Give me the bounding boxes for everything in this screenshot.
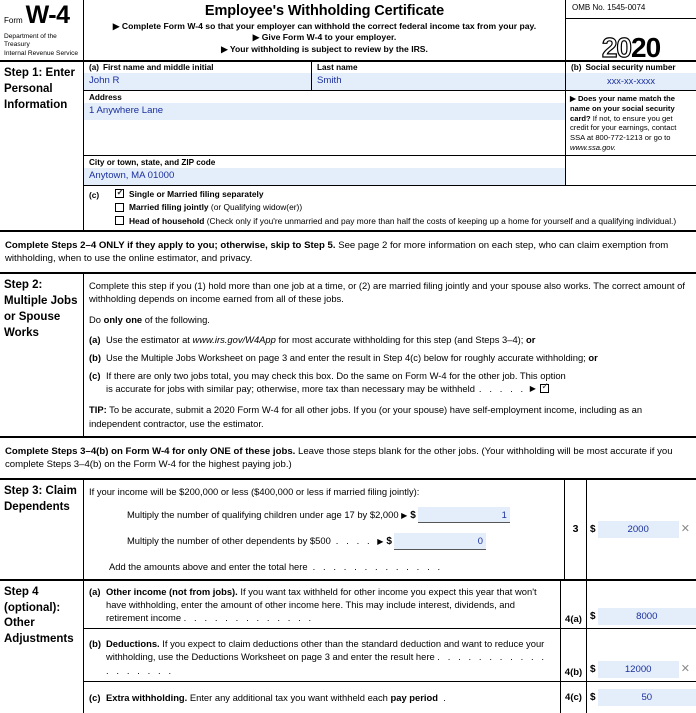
dollar-sign-children: $ [410, 510, 416, 522]
step-3-total-row [89, 560, 564, 573]
step-4c-bold-1: Extra withholding. [106, 691, 188, 703]
clear-icon-line-4b[interactable]: ✕ [680, 662, 690, 675]
department-line-2: Internal Revenue Service [4, 49, 79, 57]
dollar-sign-other: $ [386, 536, 392, 548]
form-identity-block [0, 0, 84, 60]
dollar-sign-line-3: $ [590, 523, 596, 535]
ssn-field[interactable] [566, 62, 696, 91]
step-4c-text: Enter any additional tax you want withheld each [187, 691, 391, 703]
first-name-value[interactable]: John R [84, 73, 311, 90]
step-3-label: Step 3: Claim Dependents [0, 480, 84, 579]
step-2-tip [89, 403, 690, 429]
step-1-label: Step 1: Enter Personal Information [0, 62, 84, 230]
option-a-or: or [526, 333, 536, 345]
ssn-note-rest: If not, to ensure you get credit for your earnings, contact SSA at 800-772-1213 or go to [570, 113, 677, 143]
dollar-sign-4a: $ [590, 611, 596, 623]
option-b-letter: (b) [89, 351, 101, 363]
step-4b-leader-dots: . . . . . . . . . . . . . . . . . . [106, 651, 547, 676]
step-4a-letter: (a) [89, 585, 101, 597]
line-4a-input[interactable]: 8000 [598, 608, 696, 625]
step-4b-row[interactable] [84, 628, 696, 680]
step-4-section [0, 581, 696, 713]
step-4a-amount-cell[interactable] [586, 581, 696, 628]
step-1-section [0, 62, 696, 232]
step-3-section [0, 480, 696, 581]
option-a-post: for most accurate withholding for this step (and Steps 3–4); [275, 333, 526, 345]
line-4c-input[interactable]: 50 [598, 689, 696, 706]
first-name-field[interactable] [84, 62, 312, 91]
checkbox-icon-single[interactable] [115, 189, 124, 198]
step-4-label: Step 4 (optional): Other Adjustments [0, 581, 84, 713]
option-c-letter: (c) [89, 370, 101, 382]
filing-option-detail-2: (Check only if you're unmarried and pay more than half the costs of keeping up a home for yourself and a qualifying individual.) [204, 215, 677, 226]
last-name-value[interactable]: Smith [312, 73, 565, 90]
clear-icon-line-3[interactable]: ✕ [680, 522, 690, 535]
line-4b-input[interactable]: 12000 [598, 661, 679, 678]
step-4c-letter: (c) [89, 691, 101, 703]
option-a-pre: Use the estimator at [106, 333, 193, 345]
address-value[interactable]: 1 Anywhere Lane [84, 103, 565, 120]
step-3-total-amount-cell[interactable] [586, 480, 696, 579]
option-a-letter: (a) [89, 333, 101, 345]
checkbox-icon-joint[interactable] [115, 203, 124, 212]
line-label-4a: 4(a) [560, 581, 586, 628]
other-dependents-amount-input[interactable]: 0 [394, 533, 486, 549]
option-c-line-1: If there are only two jobs total, you may check this box. Do the same on Form W-4 for the other job. This option [106, 370, 566, 382]
tip-text: To be accurate, submit a 2020 Form W-4 for all other jobs. If you (or your spouse) have self-employment income, including as an independent contractor, use the estimator. [89, 404, 643, 429]
step-4a-text: If you want tax withheld for other income you expect this year that won't have withholding, enter the amount of other income here. This may include interest, dividends, and retirement income [106, 585, 537, 624]
steps-2-4-banner [0, 232, 696, 274]
children-line-text: Multiply the number of qualifying children under age 17 by $2,000 [127, 509, 399, 521]
city-caption: City or town, state, and ZIP code [89, 157, 216, 167]
step-2-option-c[interactable] [89, 369, 690, 395]
step-4c-leader-dots: . [437, 691, 449, 703]
do-one-post: of the following. [142, 313, 210, 325]
arrow-icon-other-dependents: ▶ [377, 537, 384, 547]
step-4b-text: If you expect to claim deductions other than the standard deduction and want to reduce your withholding, use the Deductions Worksheet on page 3 and enter the result here [106, 638, 545, 663]
filing-option-label-1: Married filing jointly [129, 202, 209, 213]
dollar-sign-4c: $ [590, 691, 596, 703]
option-c-leader-dots: . . . . . [478, 383, 526, 395]
step-2-section [0, 274, 696, 437]
first-name-caption: First name and middle initial [103, 63, 214, 73]
first-name-letter: (a) [89, 63, 100, 73]
address-field[interactable] [84, 91, 566, 155]
form-header [0, 0, 696, 62]
estimator-link[interactable]: www.irs.gov/W4App [192, 333, 276, 345]
total-line-text: Add the amounts above and enter the total here [109, 560, 308, 572]
step-2-option-a[interactable] [89, 333, 690, 346]
option-b-or: or [588, 351, 598, 363]
step-3-intro: If your income will be $200,000 or less ($400,000 or less if married filing jointly): [89, 486, 420, 498]
filing-status-option-single[interactable] [115, 189, 696, 199]
banner-2-rest: Leave those steps blank for the other jobs. (Your withholding will be most accurate if you complete Steps 3–4(b) on the Form W-4 for the highest paying job.) [5, 445, 673, 470]
ssn-name-match-note [566, 91, 696, 155]
arrow-icon-option-c: ▶ [529, 384, 536, 394]
filing-option-label-0: Single or Married filing separately [129, 188, 264, 199]
option-b-text: Use the Multiple Jobs Worksheet on page 3 and enter the result in Step 4(c) below for roughly accurate withholding; [106, 351, 589, 363]
filing-option-detail-1: (or Qualifying widow(er)) [208, 202, 303, 213]
dollar-sign-4b: $ [590, 663, 596, 675]
city-state-zip-field[interactable] [84, 156, 566, 185]
filing-status-option-hoh[interactable] [115, 216, 696, 226]
ssn-note-lead: ▶ Does your name match the name on your social security card? [570, 94, 676, 123]
line-number-3: 3 [564, 480, 586, 579]
filing-status-group [84, 186, 696, 230]
form-title-block [84, 0, 566, 60]
department-block [4, 33, 80, 58]
children-amount-input[interactable]: 1 [418, 507, 510, 523]
form-instruction-1: ▶ Complete Form W-4 so that your employer can withhold the correct federal income tax from your pay. [112, 21, 537, 31]
step-4b-amount-cell[interactable] [586, 629, 696, 680]
step-4c-bold-2: pay period [390, 691, 438, 703]
form-number: W-4 [25, 1, 70, 29]
step-4a-bold: Other income (not from jobs). [106, 585, 238, 597]
step-4b-bold: Deductions. [106, 638, 160, 650]
department-line-1: Department of the Treasury [4, 33, 57, 49]
line-label-4c: 4(c) [560, 682, 586, 713]
checkbox-icon-hoh[interactable] [115, 216, 124, 225]
steps-3-4b-banner [0, 438, 696, 480]
step-4a-row[interactable] [84, 581, 696, 628]
address-caption: Address [89, 92, 122, 102]
step-4b-letter: (b) [89, 638, 101, 650]
arrow-icon-children: ▶ [401, 511, 408, 521]
do-one-bold: only one [103, 313, 143, 325]
ssn-caption: Social security number [585, 63, 676, 73]
do-one-pre: Do [89, 313, 104, 325]
banner-1-bold: Complete Steps 2–4 ONLY if they apply to you; otherwise, skip to Step 5. [5, 239, 336, 251]
step-4c-row[interactable] [84, 681, 696, 713]
form-instruction-3: ▶ Your withholding is subject to review by the IRS. [221, 43, 428, 54]
step-3-other-dependents-row[interactable] [89, 533, 564, 549]
ssa-website-link[interactable]: www.ssa.gov. [570, 142, 616, 152]
filing-option-label-2: Head of household [129, 215, 205, 226]
step-2-option-b[interactable] [89, 351, 690, 364]
last-name-field[interactable] [312, 62, 566, 91]
line-3-total-input[interactable]: 2000 [598, 521, 679, 538]
total-leader-dots: . . . . . . . . . . . . . [312, 560, 443, 572]
form-word-label: Form [4, 16, 23, 25]
filing-status-option-joint[interactable] [115, 202, 696, 212]
option-c-line-2: is accurate for jobs with similar pay; otherwise, more tax than necessary may be withheld [106, 383, 475, 395]
tax-year-bold: 20 [631, 31, 661, 63]
filing-status-letter: (c) [89, 189, 100, 200]
city-value[interactable]: Anytown, MA 01000 [84, 168, 565, 185]
step-2-intro: Complete this step if you (1) hold more than one job at a time, or (2) are married filing jointly and your spouse also works. The correct amount of withholding depends on income earned from all of these jobs. [89, 280, 685, 305]
other-dependents-text: Multiply the number of other dependents by $500 [127, 535, 331, 547]
checkbox-icon-two-jobs[interactable] [540, 384, 549, 393]
ssn-letter: (b) [571, 63, 582, 73]
step-4c-amount-cell[interactable] [586, 682, 696, 713]
last-name-caption: Last name [317, 63, 358, 73]
omb-year-block [566, 0, 696, 63]
banner-2-bold: Complete Steps 3–4(b) on Form W-4 for only ONE of these jobs. [5, 445, 296, 457]
form-instruction-2: ▶ Give Form W-4 to your employer. [252, 32, 397, 43]
other-dependents-leader-dots: . . . . [335, 535, 373, 547]
tip-bold: TIP: [89, 404, 107, 416]
omb-number: OMB No. 1545-0074 [566, 0, 696, 19]
ssn-value[interactable]: xxx-xx-xxxx [566, 73, 696, 90]
tax-year-outline: 20 [601, 31, 631, 63]
form-title: Employee's Withholding Certificate [204, 3, 445, 19]
step-2-do-only-one [89, 313, 690, 326]
step-3-children-row[interactable] [89, 507, 564, 523]
step-2-label: Step 2: Multiple Jobs or Spouse Works [0, 274, 84, 435]
banner-1-rest: See page 2 for more information on each step, who can claim exemption from withholding, when to use the online estimator, and privacy. [5, 239, 669, 265]
step-4a-leader-dots: . . . . . . . . . . . . . [183, 612, 314, 624]
line-label-4b: 4(b) [560, 629, 586, 680]
